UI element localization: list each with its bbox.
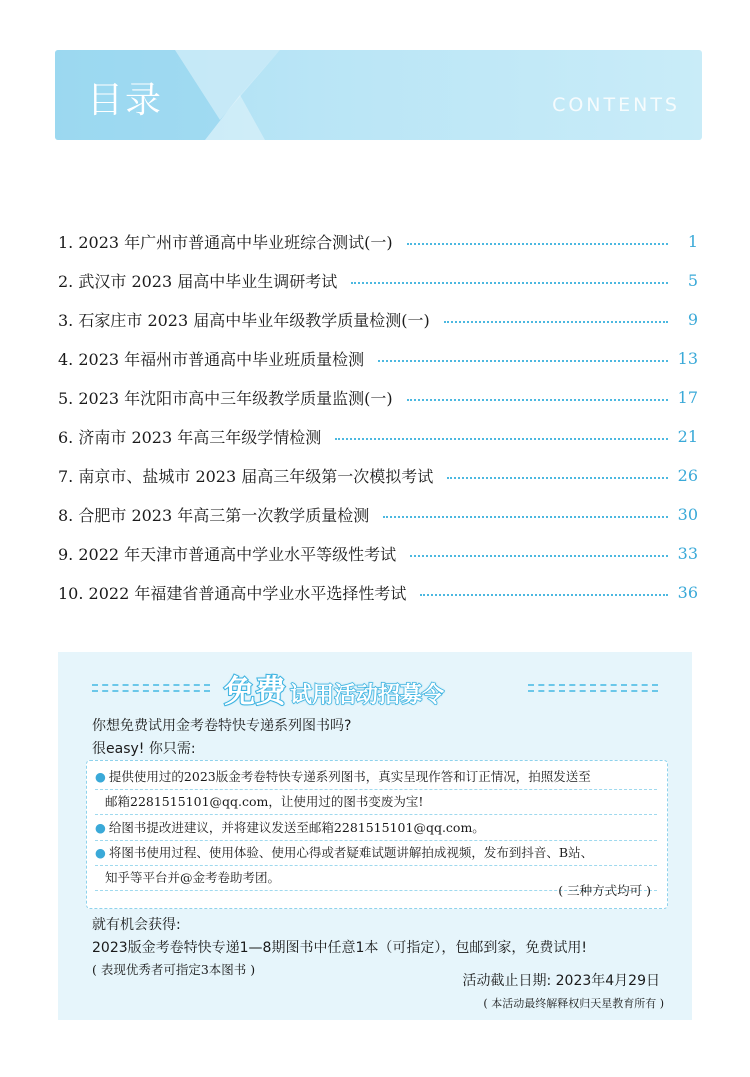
toc-entry-title: 1. 2023 年广州市普通高中毕业班综合测试(一) bbox=[58, 233, 393, 252]
promo-step-text: 邮箱2281515101@qq.com，让使用过的图书变废为宝! bbox=[95, 790, 657, 815]
toc-entry-title: 9. 2022 年天津市普通高中学业水平等级性考试 bbox=[58, 545, 397, 564]
toc-entry-page: 21 bbox=[677, 427, 698, 446]
toc-leader-dots bbox=[410, 555, 667, 557]
toc-entry-page: 30 bbox=[677, 505, 698, 524]
promo-heading bbox=[58, 666, 692, 710]
promo-title-free: 免费 bbox=[224, 674, 286, 710]
promo-steps-box bbox=[86, 760, 668, 909]
promo-instruction: 很easy! 你只需: bbox=[92, 741, 196, 757]
dashed-line bbox=[528, 690, 658, 692]
toc-leader-dots bbox=[383, 516, 667, 518]
toc-leader-dots bbox=[447, 477, 667, 479]
toc-leader-dots bbox=[335, 438, 667, 440]
toc-leader-dots bbox=[378, 360, 667, 362]
promo-deadline: 活动截止日期: 2023年4月29日 bbox=[462, 973, 660, 989]
promo-title bbox=[210, 666, 458, 710]
toc-entry-page: 1 bbox=[687, 232, 698, 251]
toc-entry-page: 36 bbox=[677, 583, 698, 602]
toc-entry-page: 26 bbox=[677, 466, 698, 485]
promo-gain-title: 就有机会获得: bbox=[92, 917, 181, 933]
toc-entry-title: 2. 武汉市 2023 届高中毕业生调研考试 bbox=[58, 272, 338, 291]
toc-leader-dots bbox=[407, 399, 668, 401]
toc-leader-dots bbox=[407, 243, 668, 245]
toc-entry[interactable] bbox=[58, 573, 698, 612]
toc-entry-page: 13 bbox=[677, 349, 698, 368]
toc-entry[interactable] bbox=[58, 417, 698, 456]
bullet-icon: ● bbox=[95, 845, 106, 860]
promo-gain-note: ( 表现优秀者可指定3本图书 ) bbox=[92, 962, 256, 977]
toc-entry-title: 10. 2022 年福建省普通高中学业水平选择性考试 bbox=[58, 584, 407, 603]
bullet-icon: ● bbox=[95, 820, 106, 835]
promo-gain-text: 2023版金考卷特快专递1—8期图书中任意1本（可指定），包邮到家，免费试用! bbox=[92, 940, 587, 956]
toc-entry-title: 8. 合肥市 2023 年高三第一次教学质量检测 bbox=[58, 506, 370, 525]
toc-entry[interactable] bbox=[58, 378, 698, 417]
toc-entry-title: 4. 2023 年福州市普通高中毕业班质量检测 bbox=[58, 350, 365, 369]
promo-step-text: 知乎等平台并@金考卷助考团。 bbox=[95, 866, 657, 891]
promo-step bbox=[95, 816, 657, 841]
toc-entry[interactable] bbox=[58, 222, 698, 261]
toc-leader-dots bbox=[351, 282, 668, 284]
promo-note: ( 三种方式均可 ) bbox=[558, 883, 651, 898]
toc-entry-title: 5. 2023 年沈阳市高中三年级教学质量监测(一) bbox=[58, 389, 393, 408]
toc-entry-page: 9 bbox=[687, 310, 698, 329]
toc-leader-dots bbox=[444, 321, 668, 323]
toc-entry-title: 3. 石家庄市 2023 届高中毕业年级教学质量检测(一) bbox=[58, 311, 430, 330]
toc-entry[interactable] bbox=[58, 261, 698, 300]
toc-entry[interactable] bbox=[58, 339, 698, 378]
toc-entry-page: 17 bbox=[677, 388, 698, 407]
dashed-line bbox=[92, 684, 210, 686]
contents-header bbox=[55, 50, 702, 140]
promo-step-text: 给图书提改进建议，并将建议发送至邮箱2281515101@qq.com。 bbox=[108, 820, 485, 835]
promo-box bbox=[58, 652, 692, 1020]
promo-step-text: 将图书使用过程、使用体验、使用心得或者疑难试题讲解拍成视频，发布到抖音、B站、 bbox=[108, 845, 594, 860]
toc-entry[interactable] bbox=[58, 456, 698, 495]
toc-entry[interactable] bbox=[58, 495, 698, 534]
page-title: 目录 bbox=[87, 80, 164, 121]
page-subtitle: CONTENTS bbox=[552, 94, 680, 116]
promo-question: 你想免费试用金考卷特快专递系列图书吗? bbox=[92, 718, 352, 734]
bullet-icon: ● bbox=[95, 769, 106, 784]
promo-step-text: 提供使用过的2023版金考卷特快专递系列图书，真实呈现作答和订正情况，拍照发送至 bbox=[108, 769, 591, 784]
toc-entry-page: 33 bbox=[677, 544, 698, 563]
toc-entry-title: 6. 济南市 2023 年高三年级学情检测 bbox=[58, 428, 322, 447]
toc-entry-page: 5 bbox=[687, 271, 698, 290]
promo-title-rest: 试用活动招募令 bbox=[290, 683, 445, 708]
toc-leader-dots bbox=[420, 594, 667, 596]
toc-list bbox=[58, 222, 698, 612]
toc-entry-title: 7. 南京市、盐城市 2023 届高三年级第一次模拟考试 bbox=[58, 467, 434, 486]
dashed-line bbox=[92, 690, 210, 692]
dashed-line bbox=[528, 684, 658, 686]
promo-step bbox=[95, 765, 657, 815]
promo-copyright: ( 本活动最终解释权归天星教育所有 ) bbox=[483, 997, 664, 1010]
toc-entry[interactable] bbox=[58, 534, 698, 573]
toc-entry[interactable] bbox=[58, 300, 698, 339]
